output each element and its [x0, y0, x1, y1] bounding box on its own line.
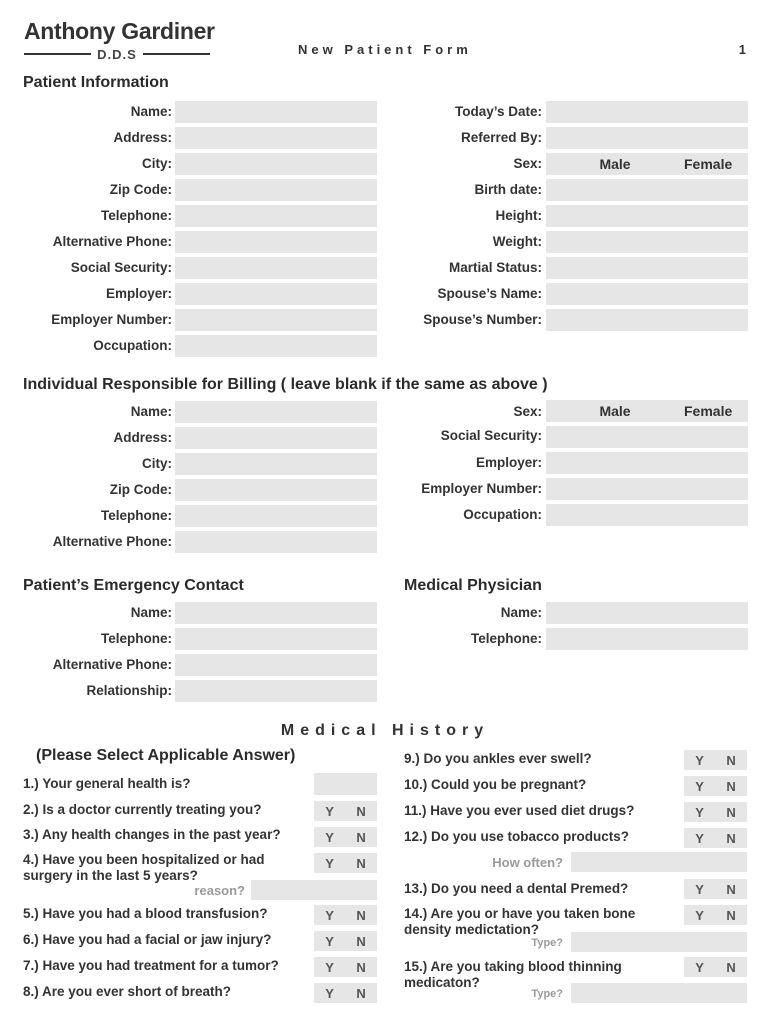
referred-by-field[interactable] — [546, 127, 748, 149]
answer-10-yn[interactable] — [684, 776, 747, 796]
answer-11-yes[interactable]: Y — [695, 804, 704, 820]
question-9: 9.) Do you ankles ever swell? — [404, 751, 592, 766]
patient-address-field[interactable] — [175, 127, 377, 149]
marital-status-field[interactable] — [546, 257, 748, 279]
answer-2-yn[interactable] — [314, 801, 377, 821]
patient-alt-phone-field[interactable] — [175, 231, 377, 253]
question-4: 4.) Have you been hospitalized or had surgery in the last 5 years? — [23, 852, 265, 883]
patient-sex-male[interactable]: Male — [599, 156, 631, 172]
billing-employer-field[interactable] — [546, 452, 748, 474]
weight-field[interactable] — [546, 231, 748, 253]
patient-alt-phone-label: Alternative Phone: — [52, 234, 172, 249]
answer-6-yn[interactable] — [314, 931, 377, 951]
patient-sex-label: Sex: — [513, 156, 542, 171]
question-12: 12.) Do you use tobacco products? — [404, 829, 630, 844]
referred-by-label: Referred By: — [460, 130, 542, 145]
physician-telephone-label: Telephone: — [470, 631, 542, 646]
height-field[interactable] — [546, 205, 748, 227]
answer-10-yes[interactable]: Y — [695, 778, 704, 794]
type-label-1: Type? — [531, 937, 563, 949]
billing-alt-phone-field[interactable] — [175, 531, 377, 553]
question-11: 11.) Have you ever used diet drugs? — [404, 803, 635, 818]
patient-telephone-label: Telephone: — [100, 208, 172, 223]
answer-4-yn[interactable] — [314, 853, 377, 873]
spouse-name-field[interactable] — [546, 283, 748, 305]
answer-15-yn[interactable] — [684, 957, 747, 977]
answer-13-no[interactable]: N — [726, 881, 736, 897]
emergency-name-label: Name: — [130, 605, 172, 620]
billing-sex-female[interactable]: Female — [684, 403, 733, 419]
patient-city-label: City: — [142, 156, 172, 171]
billing-sex-male[interactable]: Male — [599, 403, 631, 419]
answer-9-no[interactable]: N — [726, 752, 736, 768]
todays-date-label: Today’s Date: — [454, 104, 542, 119]
billing-address-label: Address: — [113, 430, 172, 445]
question-13: 13.) Do you need a dental Premed? — [404, 881, 629, 896]
answer-12-yn[interactable] — [684, 828, 747, 848]
patient-occupation-label: Occupation: — [93, 338, 172, 353]
answer-5-no[interactable]: N — [356, 907, 366, 923]
practice-name: Anthony Gardiner — [24, 18, 215, 44]
height-label: Height: — [495, 208, 542, 223]
answer-6-yes[interactable]: Y — [325, 933, 334, 949]
patient-zip-field[interactable] — [175, 179, 377, 201]
answer-13-yes[interactable]: Y — [695, 881, 704, 897]
physician-title: Medical Physician — [404, 577, 542, 594]
spouse-number-label: Spouse’s Number: — [423, 312, 542, 327]
patient-employer-label: Employer: — [105, 286, 172, 301]
answer-8-yes[interactable]: Y — [325, 985, 334, 1001]
answer-3-yes[interactable]: Y — [325, 829, 334, 845]
type-field-1[interactable] — [571, 932, 747, 952]
answer-5-yn[interactable] — [314, 905, 377, 925]
billing-zip-label: Zip Code: — [109, 482, 172, 497]
weight-label: Weight: — [492, 234, 542, 249]
emergency-telephone-label: Telephone: — [100, 631, 172, 646]
billing-telephone-label: Telephone: — [100, 508, 172, 523]
answer-9-yes[interactable]: Y — [695, 752, 704, 768]
emergency-relationship-label: Relationship: — [86, 683, 172, 698]
reason-field[interactable] — [251, 880, 377, 900]
answer-8-yn[interactable] — [314, 983, 377, 1003]
patient-name-label: Name: — [130, 104, 172, 119]
billing-ssn-field[interactable] — [546, 426, 748, 448]
billing-city-label: City: — [142, 456, 172, 471]
marital-status-label: Martial Status: — [448, 260, 542, 275]
practice-credential — [24, 45, 210, 63]
patient-zip-label: Zip Code: — [109, 182, 172, 197]
patient-address-label: Address: — [113, 130, 172, 145]
spouse-name-label: Spouse’s Name: — [437, 286, 542, 301]
emergency-alt-phone-field[interactable] — [175, 654, 377, 676]
question-3: 3.) Any health changes in the past year? — [23, 827, 281, 842]
reason-label: reason? — [194, 883, 245, 898]
answer-4-yes[interactable]: Y — [325, 855, 334, 871]
patient-telephone-field[interactable] — [175, 205, 377, 227]
physician-name-label: Name: — [500, 605, 542, 620]
answer-12-no[interactable]: N — [726, 830, 736, 846]
question-7: 7.) Have you had treatment for a tumor? — [23, 958, 279, 973]
patient-ssn-field[interactable] — [175, 257, 377, 279]
emergency-alt-phone-label: Alternative Phone: — [52, 657, 172, 672]
billing-occupation-field[interactable] — [546, 504, 748, 526]
patient-occupation-field[interactable] — [175, 335, 377, 357]
answer-11-yn[interactable] — [684, 802, 747, 822]
billing-address-field[interactable] — [175, 427, 377, 449]
question-5: 5.) Have you had a blood transfusion? — [23, 906, 268, 921]
patient-employer-number-label: Employer Number: — [51, 312, 172, 327]
billing-sex-field[interactable] — [546, 400, 748, 422]
answer-3-yn[interactable] — [314, 827, 377, 847]
type-field-2[interactable] — [571, 983, 747, 1003]
physician-name-field[interactable] — [546, 602, 748, 624]
how-often-label: How often? — [492, 855, 563, 870]
answer-12-yes[interactable]: Y — [695, 830, 704, 846]
billing-ssn-label: Social Security: — [440, 428, 542, 443]
billing-employer-number-field[interactable] — [546, 478, 748, 500]
form-title: New Patient Form — [298, 42, 472, 57]
answer-2-yes[interactable]: Y — [325, 803, 334, 819]
billing-name-label: Name: — [130, 404, 172, 419]
answer-14-yn[interactable] — [684, 905, 747, 925]
answer-2-no[interactable]: N — [356, 803, 366, 819]
answer-3-no[interactable]: N — [356, 829, 366, 845]
answer-10-no[interactable]: N — [726, 778, 736, 794]
question-15: 15.) Are you taking blood thinning medicaton? — [404, 959, 622, 990]
credential-text: D.D.S — [97, 46, 137, 62]
billing-city-field[interactable] — [175, 453, 377, 475]
patient-info-title: Patient Information — [23, 74, 169, 91]
credential-rule-right — [143, 53, 210, 55]
answer-6-no[interactable]: N — [356, 933, 366, 949]
answer-14-no[interactable]: N — [726, 907, 736, 923]
answer-11-no[interactable]: N — [726, 804, 736, 820]
answer-5-yes[interactable]: Y — [325, 907, 334, 923]
question-8: 8.) Are you ever short of breath? — [23, 984, 232, 999]
page-number: 1 — [738, 42, 746, 57]
answer-9-yn[interactable] — [684, 750, 747, 770]
emergency-telephone-field[interactable] — [175, 628, 377, 650]
answer-7-yn[interactable] — [314, 957, 377, 977]
question-2: 2.) Is a doctor currently treating you? — [23, 802, 262, 817]
type-label-2: Type? — [531, 988, 563, 1000]
billing-occupation-label: Occupation: — [463, 507, 542, 522]
billing-zip-field[interactable] — [175, 479, 377, 501]
patient-ssn-label: Social Security: — [70, 260, 172, 275]
billing-name-field[interactable] — [175, 401, 377, 423]
todays-date-field[interactable] — [546, 101, 748, 123]
emergency-name-field[interactable] — [175, 602, 377, 624]
question-14: 14.) Are you or have you taken bone density medictation? — [404, 906, 636, 937]
physician-telephone-field[interactable] — [546, 628, 748, 650]
patient-employer-field[interactable] — [175, 283, 377, 305]
answer-7-no[interactable]: N — [356, 959, 366, 975]
answer-15-no[interactable]: N — [726, 959, 736, 975]
answer-13-yn[interactable] — [684, 879, 747, 899]
answer-14-yes[interactable]: Y — [695, 907, 704, 923]
emergency-relationship-field[interactable] — [175, 680, 377, 702]
patient-sex-female[interactable]: Female — [684, 156, 733, 172]
patient-employer-number-field[interactable] — [175, 309, 377, 331]
billing-employer-label: Employer: — [475, 455, 542, 470]
patient-city-field[interactable] — [175, 153, 377, 175]
patient-sex-field[interactable] — [546, 153, 748, 175]
birth-date-field[interactable] — [546, 179, 748, 201]
billing-sex-label: Sex: — [513, 404, 542, 419]
billing-title: Individual Responsible for Billing ( leave blank if the same as above ) — [23, 376, 548, 393]
billing-alt-phone-label: Alternative Phone: — [52, 534, 172, 549]
answer-8-no[interactable]: N — [356, 985, 366, 1001]
question-1: 1.) Your general health is? — [23, 776, 191, 791]
credential-rule-left — [24, 53, 91, 55]
answer-4-no[interactable]: N — [356, 855, 366, 871]
emergency-contact-title: Patient’s Emergency Contact — [23, 577, 244, 594]
birth-date-label: Birth date: — [474, 182, 542, 197]
how-often-field[interactable] — [571, 852, 747, 872]
answer-1-field[interactable] — [314, 773, 377, 795]
patient-name-field[interactable] — [175, 101, 377, 123]
billing-employer-number-label: Employer Number: — [421, 481, 542, 496]
medical-history-title: Medical History — [280, 722, 490, 739]
question-10: 10.) Could you be pregnant? — [404, 777, 587, 792]
billing-telephone-field[interactable] — [175, 505, 377, 527]
history-instruction: (Please Select Applicable Answer) — [36, 747, 296, 764]
question-6: 6.) Have you had a facial or jaw injury? — [23, 932, 272, 947]
spouse-number-field[interactable] — [546, 309, 748, 331]
answer-7-yes[interactable]: Y — [325, 959, 334, 975]
answer-15-yes[interactable]: Y — [695, 959, 704, 975]
